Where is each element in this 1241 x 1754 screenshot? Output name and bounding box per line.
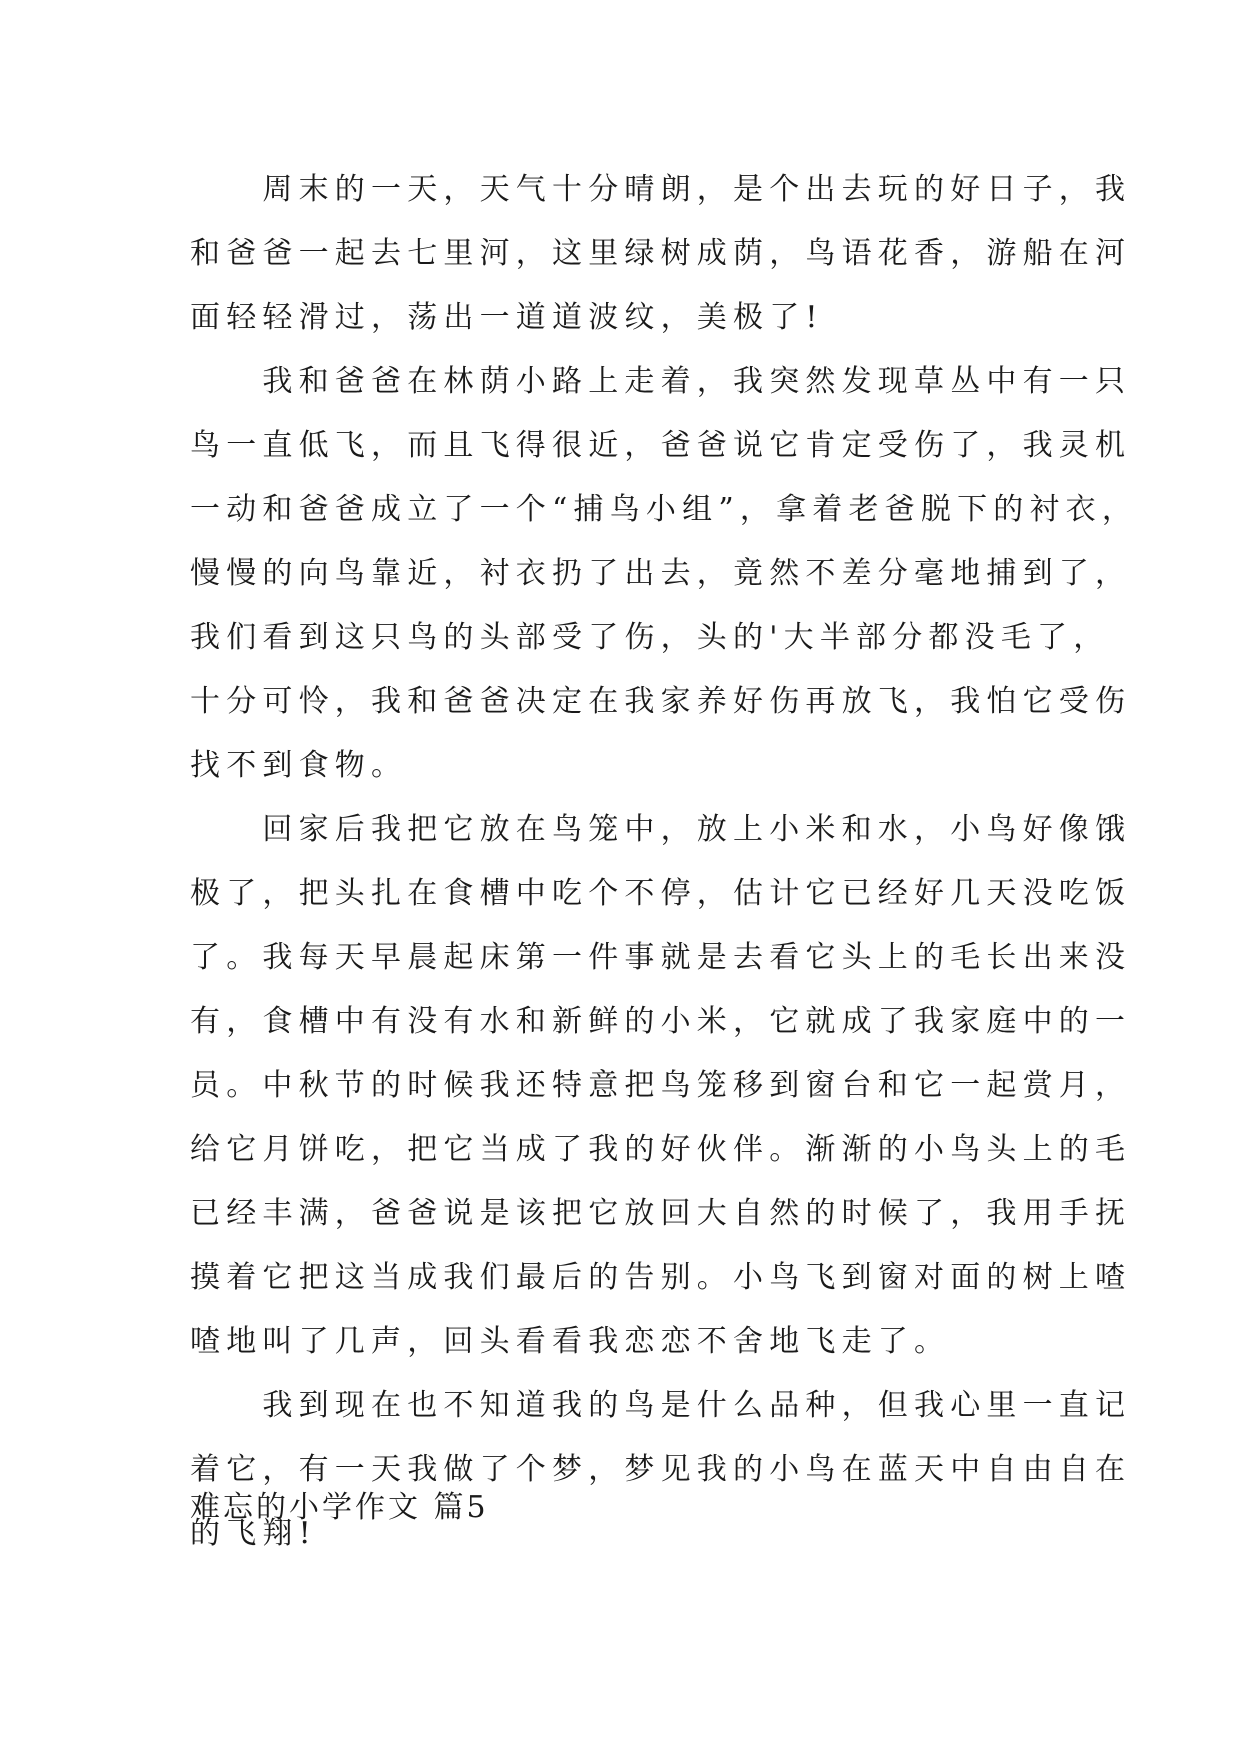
text-line: 极了，把头扎在食槽中吃个不停，估计它已经好几天没吃饭	[190, 876, 1132, 911]
text-line: 已经丰满，爸爸说是该把它放回大自然的时候了，我用手抚	[190, 1196, 1132, 1231]
text-line: 慢慢的向鸟靠近，衬衣扔了出去，竟然不差分毫地捕到了，	[190, 556, 1132, 591]
text-line: 我到现在也不知道我的鸟是什么品种，但我心里一直记	[190, 1388, 1132, 1423]
text-line: 回家后我把它放在鸟笼中，放上小米和水，小鸟好像饿	[190, 812, 1132, 847]
text-line: 给它月饼吃，把它当成了我的好伙伴。渐渐的小鸟头上的毛	[190, 1132, 1132, 1167]
text-line: 有，食槽中有没有水和新鲜的小米，它就成了我家庭中的一	[190, 1004, 1132, 1039]
text-line: 周末的一天，天气十分晴朗，是个出去玩的好日子，我	[190, 172, 1132, 207]
text-line: 的飞翔!	[190, 1516, 317, 1551]
text-line: 十分可怜，我和爸爸决定在我家养好伤再放飞，我怕它受伤	[190, 684, 1132, 719]
text-line: 了。我每天早晨起床第一件事就是去看它头上的毛长出来没	[190, 940, 1132, 975]
text-line: 和爸爸一起去七里河，这里绿树成荫，鸟语花香，游船在河	[190, 236, 1132, 271]
text-line: 找不到食物。	[190, 748, 408, 783]
text-line: 鸟一直低飞，而且飞得很近，爸爸说它肯定受伤了，我灵机	[190, 428, 1132, 463]
text-line: 员。中秋节的时候我还特意把鸟笼移到窗台和它一起赏月，	[190, 1068, 1132, 1103]
text-line: 喳地叫了几声，回头看看我恋恋不舍地飞走了。	[190, 1324, 951, 1359]
text-line: 一动和爸爸成立了一个“捕鸟小组”，拿着老爸脱下的衬衣，	[190, 492, 1139, 527]
text-line: 摸着它把这当成我们最后的告别。小鸟飞到窗对面的树上喳	[190, 1260, 1132, 1295]
section-heading: 难忘的小学作文 篇5	[190, 1490, 489, 1525]
text-line: 我和爸爸在林荫小路上走着，我突然发现草丛中有一只	[190, 364, 1132, 399]
text-line: 我们看到这只鸟的头部受了伤，头的'大半部分都没毛了，	[190, 620, 1110, 655]
text-line: 着它，有一天我做了个梦，梦见我的小鸟在蓝天中自由自在	[190, 1452, 1132, 1487]
text-line: 面轻轻滑过，荡出一道道波纹，美极了!	[190, 300, 824, 335]
essay-body	[190, 158, 1139, 1566]
